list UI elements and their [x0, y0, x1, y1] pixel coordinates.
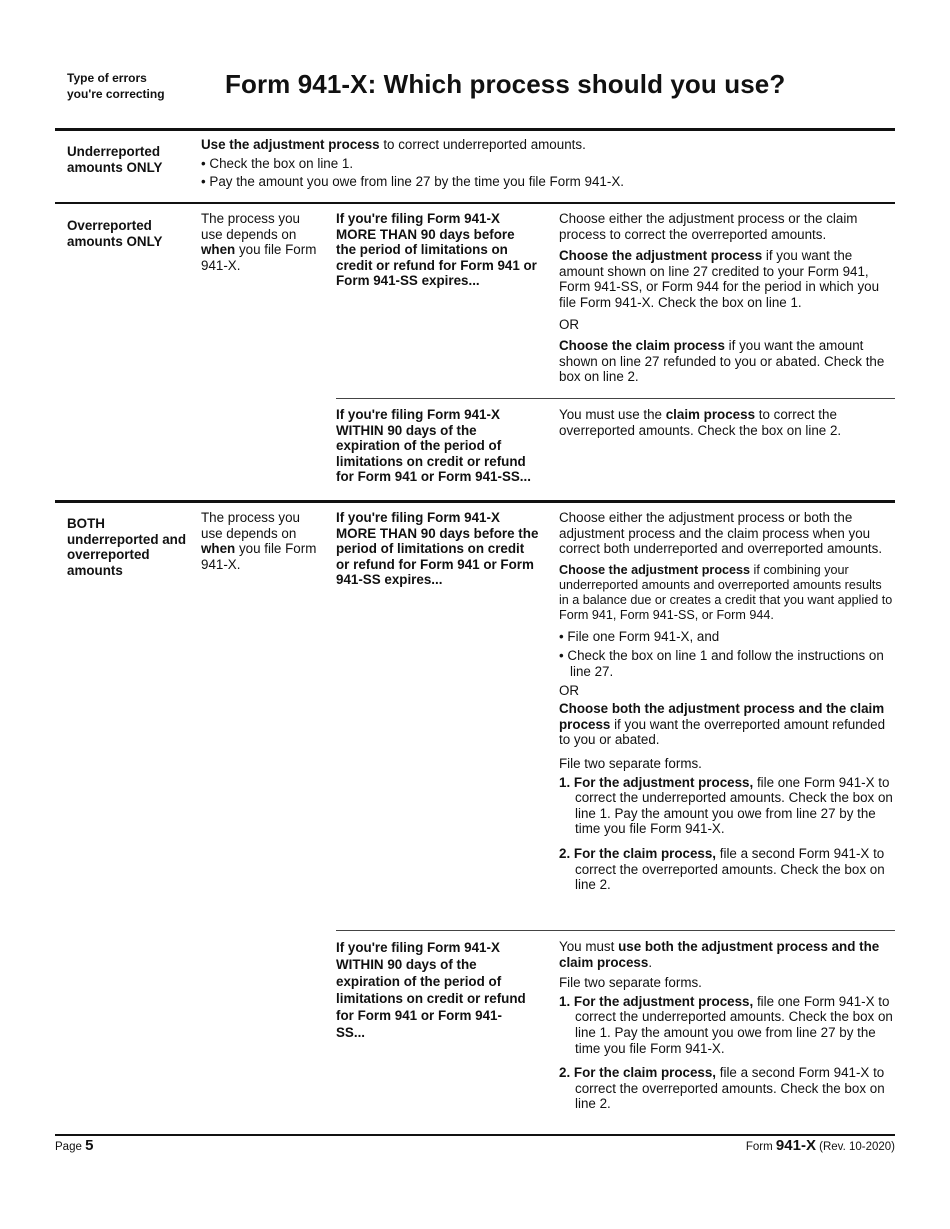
paragraph-text: file a second Form 941-X to correct the overreported amounts. Check the box on line 2.: [575, 845, 885, 893]
numbered-item: [559, 994, 895, 1056]
form-revision: (Rev. 10-2020): [815, 1141, 895, 1153]
paragraph: File two separate forms.: [559, 755, 702, 771]
page-number: [55, 1138, 93, 1156]
both-within-90-instructions: [559, 939, 895, 1112]
or-separator: OR: [559, 316, 580, 332]
overreported-depends-note: [201, 211, 321, 273]
emphasis: claim process: [665, 407, 756, 422]
both-condition-within-90: If you're filing Form 941-X WITHIN 90 days of the expiration of the period of limitations on credit or refund for Form 941 or Form 941-SS...: [336, 940, 526, 1040]
emphasis: use both the adjustment process and the claim process: [559, 939, 880, 970]
or-separator: OR: [559, 682, 580, 698]
depends-text: you file Form 941-X.: [201, 242, 317, 273]
row-label-both: BOTH underreported and overreported amounts: [67, 516, 187, 578]
form-num: 941-X: [775, 1137, 816, 1154]
both-more-than-90-instructions: [559, 510, 895, 893]
emphasis: 2. For the claim process,: [559, 845, 717, 861]
divider: [55, 202, 895, 204]
emphasis: 1. For the adjustment process,: [559, 993, 754, 1009]
paragraph: [559, 563, 895, 623]
depends-text: you file Form 941-X.: [201, 541, 317, 572]
paragraph-text: file one Form 941-X to correct the underreported amounts. Check the box on line 1. Pay the amount you owe from line 27 by the time you file Form 941-X.: [575, 993, 893, 1056]
paragraph-text: if combining your underreported amounts and overreported amounts results in a balance due or creates a credit that you want applied to Form 941, Form 941-SS, or Form 944.: [559, 562, 893, 622]
paragraph-text: file one Form 941-X to correct the underreported amounts. Check the box on line 1. Pay the amount you owe from line 27 by the time you file Form 941-X.: [575, 774, 893, 837]
paragraph: [559, 248, 895, 310]
page-num: 5: [85, 1137, 94, 1154]
page-title: Form 941-X: Which process should you use?: [225, 69, 786, 99]
emphasis: Choose the adjustment process: [559, 562, 751, 577]
divider: [55, 128, 895, 131]
paragraph-text: to correct the overreported amounts. Check the box on line 2.: [559, 407, 842, 438]
both-depends-note: [201, 510, 321, 572]
emphasis: Choose the adjustment process: [559, 248, 763, 264]
paragraph-text: if you want the overreported amount refunded to you or abated.: [559, 716, 886, 748]
divider: [336, 398, 895, 399]
overreported-condition-more-than-90: If you're filing Form 941-X MORE THAN 90 days before the period of limitations on credit or refund for Form 941 or Form 941-SS expires...: [336, 211, 537, 289]
overreported-condition-within-90: If you're filing Form 941-X WITHIN 90 days of the expiration of the period of limitations on credit or refund for Form 941 or Form 941-SS...: [336, 407, 531, 485]
underreported-line1: to correct underreported amounts.: [379, 137, 586, 152]
paragraph: File two separate forms.: [559, 975, 702, 991]
form-word: Form: [745, 1141, 776, 1153]
emphasis: Choose the claim process: [559, 338, 725, 354]
depends-text: The process you use depends on: [201, 211, 300, 242]
both-condition-more-than-90: If you're filing Form 941-X MORE THAN 90 days before the period of limitations on credit or refund for Form 941 or Form 941-SS expires...: [336, 510, 539, 588]
paragraph: Choose either the adjustment process or the claim process to correct the overreported amounts.: [559, 211, 858, 242]
numbered-item: [559, 775, 895, 837]
emphasis: 1. For the adjustment process,: [559, 774, 754, 790]
paragraph: [559, 338, 895, 385]
paragraph-text: You must use the: [559, 407, 666, 422]
underreported-instructions: [201, 137, 891, 190]
footer-divider: [55, 1134, 895, 1136]
overreported-within-90-instructions: [559, 407, 889, 438]
depends-text: The process you use depends on: [201, 510, 300, 541]
underreported-bullet: • Pay the amount you owe from line 27 by the time you file Form 941-X.: [201, 174, 624, 190]
bullet-item: • File one Form 941-X, and: [559, 628, 720, 644]
emphasis: 2. For the claim process,: [559, 1065, 717, 1081]
paragraph-text: .: [648, 954, 653, 970]
paragraph-text: if you want the amount shown on line 27 credited to your Form 941, Form 941-SS, or Form 944 for the period in which you file Form 941-X. Check the box on line 1.: [559, 248, 880, 310]
numbered-item: [559, 1065, 895, 1112]
form-identifier: [746, 1138, 895, 1156]
paragraph: [559, 939, 895, 970]
paragraph: [559, 701, 895, 748]
emphasis: Choose both the adjustment process and the claim process: [559, 701, 885, 732]
underreported-bullet: • Check the box on line 1.: [201, 155, 354, 171]
overreported-more-than-90-instructions: [559, 211, 895, 385]
paragraph-text: if you want the amount shown on line 27 refunded to you or abated. Check the box on line 2.: [559, 338, 885, 385]
paragraph: Choose either the adjustment process or both the adjustment process and the claim process when you correct both underreported and overreported amounts.: [559, 510, 883, 557]
column-header-type-of-errors: Type of errors you're correcting: [67, 71, 165, 101]
divider: [55, 500, 895, 503]
page-word: Page: [55, 1141, 86, 1153]
adjustment-process-emphasis: Use the adjustment process: [201, 137, 380, 152]
depends-when: when: [201, 242, 236, 258]
row-label-overreported: Overreported amounts ONLY: [67, 218, 163, 249]
bullet-item: • Check the box on line 1 and follow the instructions on line 27.: [559, 648, 884, 679]
paragraph-text: You must: [559, 939, 619, 954]
numbered-item: [559, 846, 895, 893]
divider: [336, 930, 895, 931]
paragraph-text: file a second Form 941-X to correct the overreported amounts. Check the box on line 2.: [575, 1065, 885, 1112]
depends-when: when: [201, 541, 236, 557]
row-label-underreported: Underreported amounts ONLY: [67, 144, 163, 175]
